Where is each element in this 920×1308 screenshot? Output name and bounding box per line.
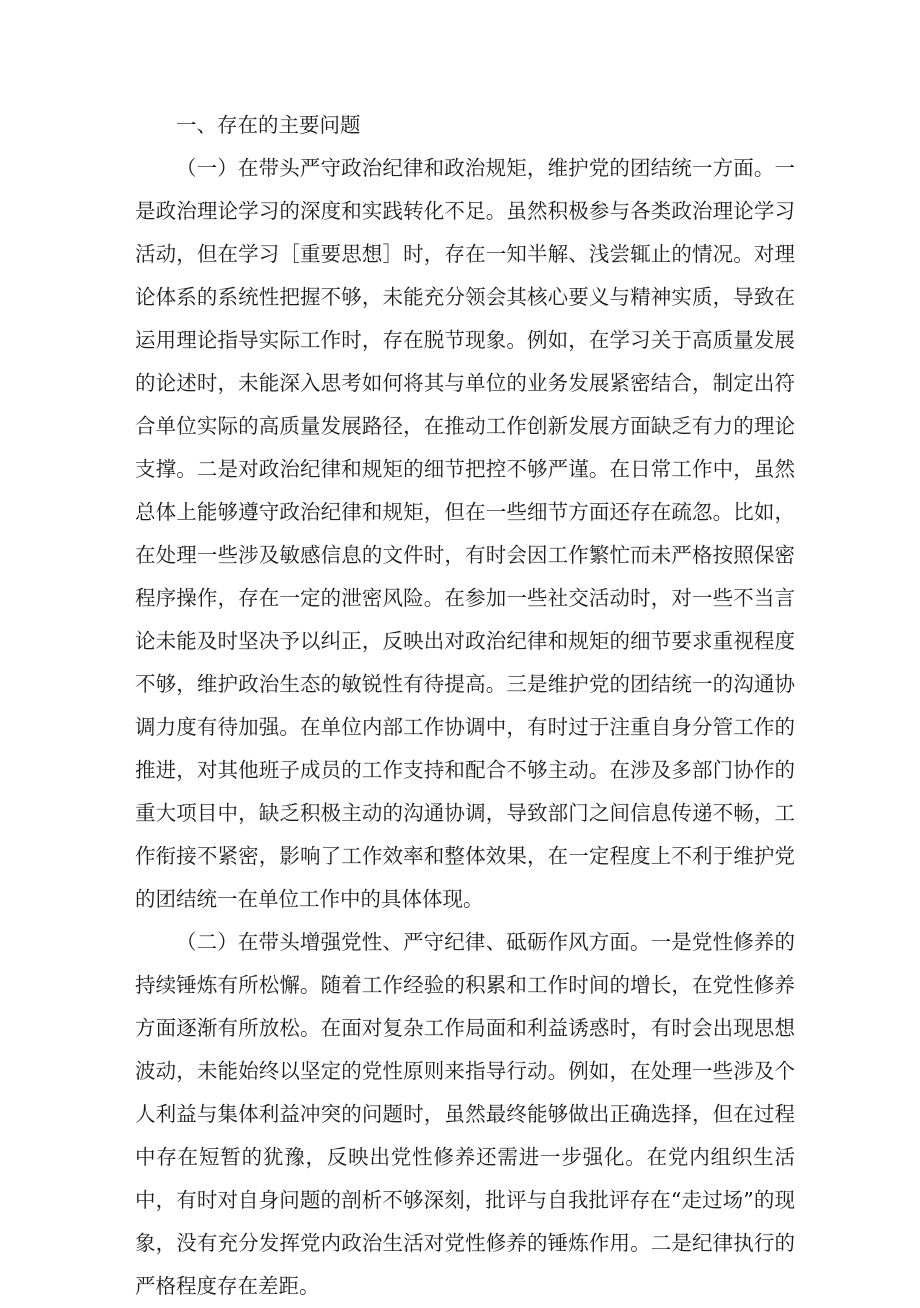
paragraph-2: （二）在带头增强党性、严守纪律、砥砺作风方面。一是党性修养的持续锤炼有所松懈。随着工作经验的积累和工作时间的增长，在党性修养方面逐渐有所放松。在面对复杂工作局面和利益诱惑时，有时会出现思想波动，未能始终以坚定的党性原则来指导行动。例如，在处理一些涉及个人利益与集体利益冲突的问题时，虽然最终能够做出正确选择，但在过程中存在短暂的犹豫，反映出党性修养还需进一步强化。在党内组织生活中，有时对自身问题的剖析不够深刻，批评与自我批评存在“走过场”的现象，没有充分发挥党内政治生活对党性修养的锤炼作用。二是纪律执行的严格程度存在差距。 <box>135 930 795 1298</box>
section-heading: 一、存在的主要问题 <box>176 113 361 137</box>
paragraph-1: （一）在带头严守政治纪律和政治规矩，维护党的团结统一方面。一是政治理论学习的深度和实践转化不足。虽然积极参与各类政治理论学习活动，但在学习［重要思想］时，存在一知半解、浅尝辄止的情况。对理论体系的系统性把握不够，未能充分领会其核心要义与精神实质，导致在运用理论指导实际工作时，存在脱节现象。例如，在学习关于高质量发展的论述时，未能深入思考如何将其与单位的业务发展紧密结合，制定出符合单位实际的高质量发展路径，在推动工作创新发展方面缺乏有力的理论支撑。二是对政治纪律和规矩的细节把控不够严谨。在日常工作中，虽然总体上能够遵守政治纪律和规矩，但在一些细节方面还存在疏忽。比如，在处理一些涉及敏感信息的文件时，有时会因工作繁忙而未严格按照保密程序操作，存在一定的泄密风险。在参加一些社交活动时，对一些不当言论未能及时坚决予以纠正，反映出对政治纪律和规矩的细节要求重视程度不够，维护政治生态的敏锐性有待提高。三是维护党的团结统一的沟通协调力度有待加强。在单位内部工作协调中，有时过于注重自身分管工作的推进，对其他班子成员的工作支持和配合不够主动。在涉及多部门协作的重大项目中，缺乏积极主动的沟通协调，导致部门之间信息传递不畅，工作衔接不紧密，影响了工作效率和整体效果，在一定程度上不利于维护党的团结统一在单位工作中的具体体现。 <box>135 156 795 911</box>
document-body <box>135 104 795 1308</box>
